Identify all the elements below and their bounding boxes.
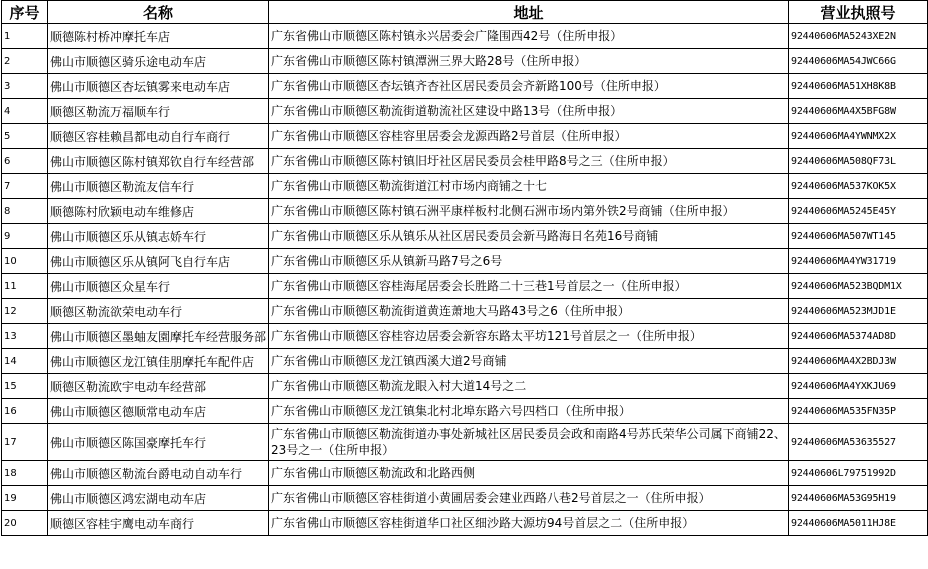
- cell-name: 佛山市顺德区骑乐途电动车店: [48, 49, 269, 74]
- cell-license: 92440606MA4YWNMX2X: [789, 124, 928, 149]
- cell-name: 佛山市顺德区众星车行: [48, 274, 269, 299]
- cell-license: 92440606MA508QF73L: [789, 149, 928, 174]
- table-row: [2, 511, 928, 536]
- header-index: 序号: [2, 1, 48, 24]
- cell-index: 17: [2, 424, 48, 461]
- table-row: [2, 74, 928, 99]
- table-row: [2, 486, 928, 511]
- cell-index: 9: [2, 224, 48, 249]
- cell-name: 佛山市顺德区陈村镇郑钦自行车经营部: [48, 149, 269, 174]
- cell-name: 佛山市顺德区墨蚰友園摩托车经营服务部: [48, 324, 269, 349]
- cell-address: 广东省佛山市顺德区勒流政和北路西侧: [269, 461, 789, 486]
- cell-license: 92440606MA4X2BDJ3W: [789, 349, 928, 374]
- cell-name: 顺德区勒流欧宇电动车经营部: [48, 374, 269, 399]
- cell-name: 顺德区容桂赖昌都电动自行车商行: [48, 124, 269, 149]
- cell-license: 92440606MA53635527: [789, 424, 928, 461]
- cell-license: 92440606MA523BQDM1X: [789, 274, 928, 299]
- cell-license: 92440606MA5243XE2N: [789, 24, 928, 49]
- cell-license: 92440606MA4YXKJU69: [789, 374, 928, 399]
- cell-address: 广东省佛山市顺德区勒流街道办事处新城社区居民委员会政和南路4号苏氏荣华公司属下商铺22、23号之一（住所申报）: [269, 424, 789, 461]
- header-address: 地址: [269, 1, 789, 24]
- table-row: [2, 424, 928, 461]
- cell-index: 13: [2, 324, 48, 349]
- cell-address: 广东省佛山市顺德区容桂街道小黄圃居委会建业西路八巷2号首层之一（住所申报）: [269, 486, 789, 511]
- table-row: [2, 299, 928, 324]
- cell-address: 广东省佛山市顺德区容桂容里居委会龙源西路2号首层（住所申报）: [269, 124, 789, 149]
- table-row: [2, 349, 928, 374]
- cell-name: 佛山市顺德区乐从镇志娇车行: [48, 224, 269, 249]
- cell-address: 广东省佛山市顺德区陈村镇石洲平康样板村北侧石洲市场内第外铁2号商铺（住所申报）: [269, 199, 789, 224]
- cell-index: 18: [2, 461, 48, 486]
- table-row: [2, 149, 928, 174]
- header-license: 营业执照号: [789, 1, 928, 24]
- cell-address: 广东省佛山市顺德区龙江镇西溪大道2号商铺: [269, 349, 789, 374]
- cell-index: 10: [2, 249, 48, 274]
- cell-license: 92440606MA537KOK5X: [789, 174, 928, 199]
- cell-name: 佛山市顺德区鸿宏湖电动车店: [48, 486, 269, 511]
- cell-license: 92440606L79751992D: [789, 461, 928, 486]
- cell-index: 11: [2, 274, 48, 299]
- cell-address: 广东省佛山市顺德区勒流街道勒流社区建设中路13号（住所申报）: [269, 99, 789, 124]
- cell-name: 顺德陈村欣颖电动车维修店: [48, 199, 269, 224]
- cell-name: 佛山市顺德区德顺常电动车店: [48, 399, 269, 424]
- cell-index: 19: [2, 486, 48, 511]
- cell-name: 佛山市顺德区乐从镇阿飞自行车店: [48, 249, 269, 274]
- cell-license: 92440606MA523MJD1E: [789, 299, 928, 324]
- table-row: [2, 224, 928, 249]
- cell-license: 92440606MA507WT145: [789, 224, 928, 249]
- cell-license: 92440606MA5245E45Y: [789, 199, 928, 224]
- cell-name: 顺德陈村桥冲摩托车店: [48, 24, 269, 49]
- cell-index: 4: [2, 99, 48, 124]
- table-row: [2, 461, 928, 486]
- cell-address: 广东省佛山市顺德区龙江镇集北村北埠东路六号四档口（住所申报）: [269, 399, 789, 424]
- cell-index: 7: [2, 174, 48, 199]
- table-row: [2, 24, 928, 49]
- cell-license: 92440606MA535FN35P: [789, 399, 928, 424]
- cell-license: 92440606MA4YW31719: [789, 249, 928, 274]
- cell-index: 8: [2, 199, 48, 224]
- table-row: [2, 174, 928, 199]
- cell-name: 佛山市顺德区勒流台爵电动自动车行: [48, 461, 269, 486]
- cell-address: 广东省佛山市顺德区陈村镇潭洲三界大路28号（住所申报）: [269, 49, 789, 74]
- cell-index: 3: [2, 74, 48, 99]
- cell-name: 顺德区容桂宇鹰电动车商行: [48, 511, 269, 536]
- header-row: [2, 1, 928, 24]
- cell-license: 92440606MA4X5BFG8W: [789, 99, 928, 124]
- cell-address: 广东省佛山市顺德区勒流龙眼入村大道14号之二: [269, 374, 789, 399]
- table-row: [2, 249, 928, 274]
- table-row: [2, 49, 928, 74]
- table-row: [2, 399, 928, 424]
- cell-address: 广东省佛山市顺德区乐从镇乐从社区居民委员会新马路海日名苑16号商铺: [269, 224, 789, 249]
- header-name: 名称: [48, 1, 269, 24]
- cell-address: 广东省佛山市顺德区容桂街道华口社区细沙路大源坊94号首层之二（住所申报）: [269, 511, 789, 536]
- cell-index: 5: [2, 124, 48, 149]
- table-row: [2, 99, 928, 124]
- cell-name: 佛山市顺德区勒流友信车行: [48, 174, 269, 199]
- business-license-table: [1, 0, 928, 536]
- cell-index: 12: [2, 299, 48, 324]
- cell-index: 6: [2, 149, 48, 174]
- cell-index: 16: [2, 399, 48, 424]
- cell-license: 92440606MA54JWC66G: [789, 49, 928, 74]
- cell-name: 顺德区勒流欲荣电动车行: [48, 299, 269, 324]
- cell-address: 广东省佛山市顺德区陈村镇旧圩社区居民委员会桂甲路8号之三（住所申报）: [269, 149, 789, 174]
- cell-address: 广东省佛山市顺德区乐从镇新马路7号之6号: [269, 249, 789, 274]
- cell-license: 92440606MA53G95H19: [789, 486, 928, 511]
- cell-name: 佛山市顺德区杏坛镇雾来电动车店: [48, 74, 269, 99]
- cell-address: 广东省佛山市顺德区陈村镇永兴居委会广隆围西42号（住所申报）: [269, 24, 789, 49]
- cell-license: 92440606MA51XH8K8B: [789, 74, 928, 99]
- cell-name: 佛山市顺德区陈国豪摩托车行: [48, 424, 269, 461]
- table-row: [2, 124, 928, 149]
- cell-index: 20: [2, 511, 48, 536]
- cell-address: 广东省佛山市顺德区勒流街道黄连萧地大马路43号之6（住所申报）: [269, 299, 789, 324]
- cell-address: 广东省佛山市顺德区勒流街道江村市场内商铺之十七: [269, 174, 789, 199]
- cell-license: 92440606MA5374AD8D: [789, 324, 928, 349]
- cell-license: 92440606MA5011HJ8E: [789, 511, 928, 536]
- cell-index: 2: [2, 49, 48, 74]
- cell-index: 1: [2, 24, 48, 49]
- table-row: [2, 274, 928, 299]
- cell-address: 广东省佛山市顺德区容桂海尾居委会长胜路二十三巷1号首层之一（住所申报）: [269, 274, 789, 299]
- cell-index: 15: [2, 374, 48, 399]
- cell-name: 佛山市顺德区龙江镇佳朋摩托车配件店: [48, 349, 269, 374]
- cell-address: 广东省佛山市顺德区杏坛镇齐杏社区居民委员会齐新路100号（住所申报）: [269, 74, 789, 99]
- cell-name: 顺德区勒流万福顺车行: [48, 99, 269, 124]
- table-row: [2, 324, 928, 349]
- table-row: [2, 374, 928, 399]
- table-row: [2, 199, 928, 224]
- cell-index: 14: [2, 349, 48, 374]
- cell-address: 广东省佛山市顺德区容桂容边居委会新容东路太平坊121号首层之一（住所申报）: [269, 324, 789, 349]
